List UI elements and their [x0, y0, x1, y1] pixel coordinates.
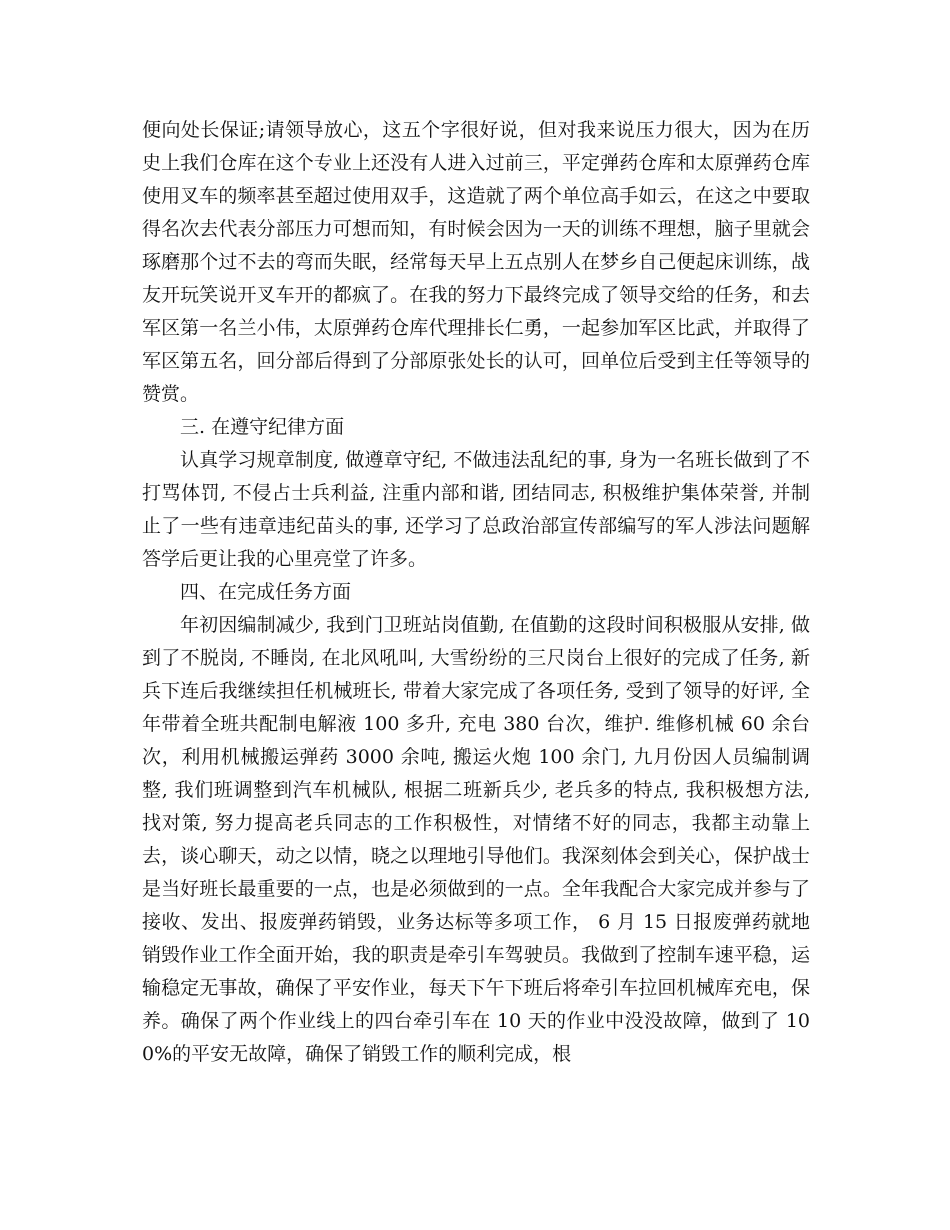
section-heading-discipline: 三. 在遵守纪律方面: [180, 416, 345, 438]
paragraph-discipline: 认真学习规章制度, 做遵章守纪, 不做违法乱纪的事, 身为一名班长做到了不打骂体罚, 不侵占士兵利益, 注重内部和谐, 团结同志, 积极维护集体荣誉, 并制止了一些有违章违纪苗头的事, 还学习了总政治部宣传部编写的军人涉法问题解答学后更让我的心里亮堂了许多。: [142, 449, 810, 570]
paragraph-tasks: 年初因编制减少, 我到门卫班站岗值勤, 在值勤的这段时间积极服从安排, 做到了不脱岗, 不睡岗, 在北风吼叫, 大雪纷纷的三尺岗台上很好的完成了任务, 新兵下连后我继续担任机械班长, 带着大家完成了各项任务, 受到了领导的好评, 全年带着全班共配制电解液 100 多升, 充电 380 台次，维护. 维修机械 60 余台次，利用机械搬运弹药 3000 余吨, 搬运火炮 100 余门, 九月份因人员编制调整, 我们班调整到汽车机械队, 根据二班新兵少, 老兵多的特点, 我积极想方法, 找对策, 努力提高老兵同志的工作积极性，对情绪不好的同志，我都主动靠上去，谈心聊天，动之以情，晓之以理地引导他们。我深刻体会到关心，保护战士是当好班长最重要的一点，也是必须做到的一点。全年我配合大家完成并参与了接收、发出、报废弹药销毁，业务达标等多项工作， 6 月 15 日报废弹药就地销毁作业工作全面开始，我的职责是牵引车驾驶员。我做到了控制车速平稳，运输稳定无事故，确保了平安作业，每天下午下班后将牵引车拉回机械库充电，保养。确保了两个作业线上的四台牵引车在 10 天的作业中没没故障，做到了 100%的平安无故障，确保了销毁工作的顺利完成，根: [142, 614, 810, 1065]
paragraph-pressure-and-competition: 便向处长保证;请领导放心，这五个字很好说，但对我来说压力很大，因为在历史上我们仓库在这个专业上还没有人进入过前三，平定弹药仓库和太原弹药仓库使用叉车的频率甚至超过使用双手，这造就了两个单位高手如云，在这之中要取得名次去代表分部压力可想而知，有时候会因为一天的训练不理想，脑子里就会琢磨那个过不去的弯而失眠，经常每天早上五点别人在梦乡自己便起床训练，战友开玩笑说开叉车开的都疯了。在我的努力下最终完成了领导交给的任务，和去军区第一名兰小伟，太原弹药仓库代理排长仁勇，一起参加军区比武，并取得了军区第五名，回分部后得到了分部原张处长的认可，回单位后受到主任等领导的赞赏。: [142, 119, 810, 405]
section-heading-tasks: 四、在完成任务方面: [180, 581, 352, 603]
document-body: [142, 114, 810, 1071]
